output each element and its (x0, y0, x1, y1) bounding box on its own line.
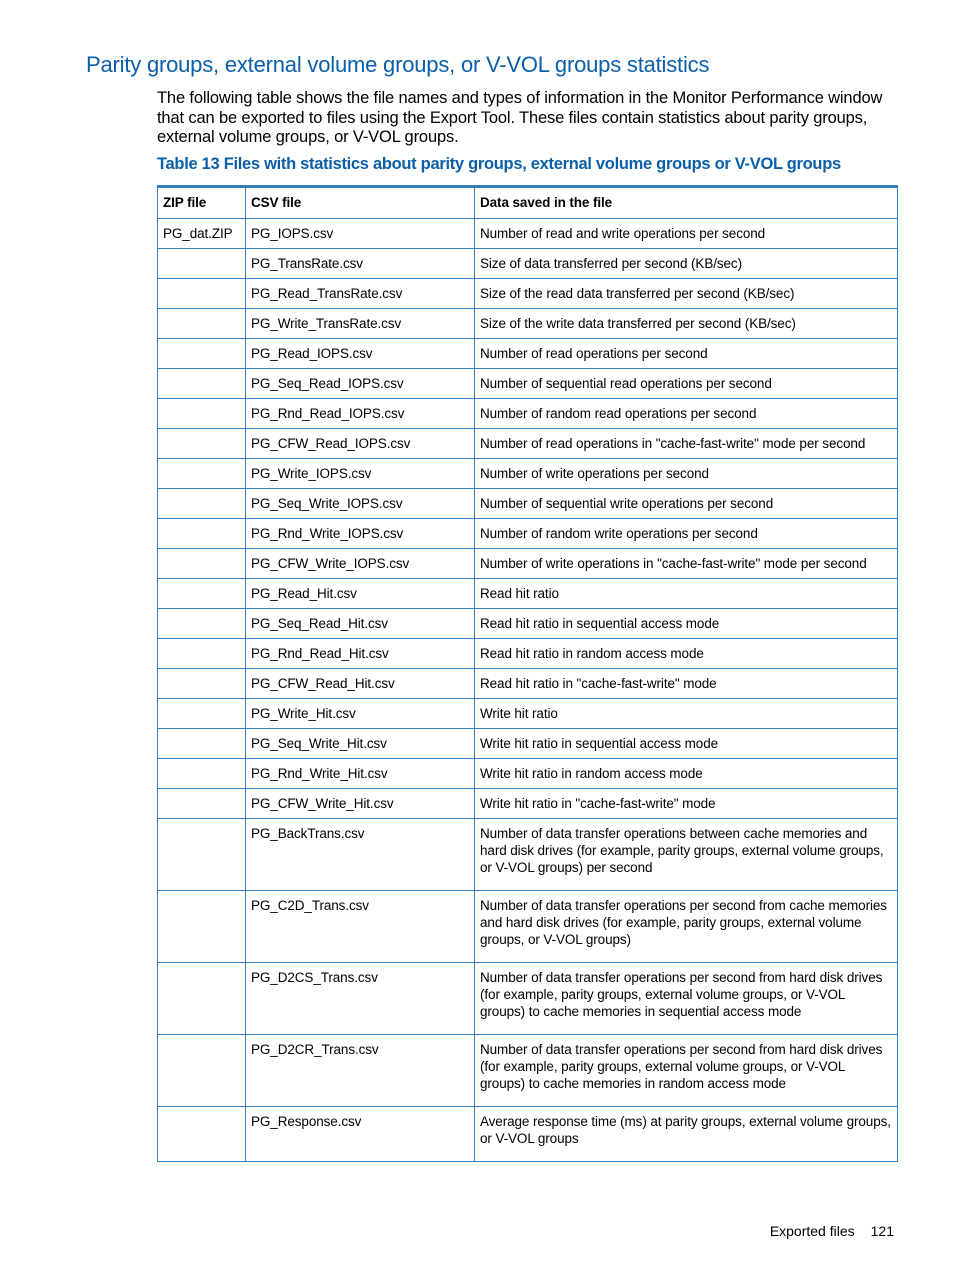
cell-zip-file (158, 579, 246, 609)
cell-zip-file (158, 609, 246, 639)
table-caption: Table 13 Files with statistics about parity groups, external volume groups or V-VOL groups (157, 155, 841, 173)
cell-csv-file: PG_Seq_Read_Hit.csv (246, 609, 475, 639)
cell-csv-file: PG_BackTrans.csv (246, 819, 475, 891)
table-row (158, 459, 898, 489)
cell-data-saved: Number of write operations per second (475, 459, 898, 489)
table-row (158, 279, 898, 309)
cell-data-saved: Number of data transfer operations between cache memories and hard disk drives (for example, parity groups, external volume groups, or V-VOL groups) per second (475, 819, 898, 891)
header-data-saved: Data saved in the file (475, 187, 898, 219)
table-row (158, 429, 898, 459)
cell-data-saved: Number of random read operations per second (475, 399, 898, 429)
cell-csv-file: PG_Seq_Read_IOPS.csv (246, 369, 475, 399)
cell-data-saved: Number of sequential write operations per second (475, 489, 898, 519)
cell-zip-file (158, 339, 246, 369)
cell-csv-file: PG_C2D_Trans.csv (246, 891, 475, 963)
table-row (158, 369, 898, 399)
cell-data-saved: Number of read operations per second (475, 339, 898, 369)
cell-csv-file: PG_CFW_Read_IOPS.csv (246, 429, 475, 459)
cell-csv-file: PG_Rnd_Write_IOPS.csv (246, 519, 475, 549)
cell-zip-file (158, 489, 246, 519)
header-row (158, 187, 898, 219)
cell-data-saved: Read hit ratio in "cache-fast-write" mode (475, 669, 898, 699)
page-footer (770, 1223, 894, 1239)
cell-csv-file: PG_Rnd_Write_Hit.csv (246, 759, 475, 789)
cell-data-saved: Number of data transfer operations per second from hard disk drives (for example, parity groups, external volume groups, or V-VOL groups) to cache memories in random access mode (475, 1035, 898, 1107)
header-csv-file: CSV file (246, 187, 475, 219)
cell-csv-file: PG_CFW_Write_Hit.csv (246, 789, 475, 819)
table-row (158, 639, 898, 669)
page-number: 121 (870, 1223, 894, 1239)
cell-csv-file: PG_IOPS.csv (246, 219, 475, 249)
cell-data-saved: Read hit ratio in sequential access mode (475, 609, 898, 639)
table-row (158, 579, 898, 609)
table-row (158, 963, 898, 1035)
cell-data-saved: Read hit ratio (475, 579, 898, 609)
cell-data-saved: Write hit ratio (475, 699, 898, 729)
cell-zip-file (158, 369, 246, 399)
cell-zip-file (158, 459, 246, 489)
cell-zip-file (158, 699, 246, 729)
table-row (158, 489, 898, 519)
cell-zip-file (158, 279, 246, 309)
table-row (158, 399, 898, 429)
table-row (158, 1107, 898, 1162)
cell-zip-file (158, 309, 246, 339)
cell-data-saved: Average response time (ms) at parity groups, external volume groups, or V-VOL groups (475, 1107, 898, 1162)
table-row (158, 669, 898, 699)
table-row (158, 729, 898, 759)
cell-zip-file (158, 759, 246, 789)
cell-csv-file: PG_Seq_Write_IOPS.csv (246, 489, 475, 519)
table-row (158, 699, 898, 729)
cell-zip-file (158, 1107, 246, 1162)
cell-data-saved: Write hit ratio in sequential access mode (475, 729, 898, 759)
cell-csv-file: PG_Read_TransRate.csv (246, 279, 475, 309)
section-heading: Parity groups, external volume groups, or V-VOL groups statistics (86, 52, 710, 77)
cell-zip-file (158, 429, 246, 459)
table-row (158, 249, 898, 279)
cell-data-saved: Number of read and write operations per second (475, 219, 898, 249)
cell-data-saved: Size of data transferred per second (KB/sec) (475, 249, 898, 279)
cell-zip-file: PG_dat.ZIP (158, 219, 246, 249)
cell-zip-file (158, 891, 246, 963)
cell-data-saved: Number of sequential read operations per second (475, 369, 898, 399)
table-row (158, 891, 898, 963)
header-zip-file: ZIP file (158, 187, 246, 219)
cell-csv-file: PG_Read_Hit.csv (246, 579, 475, 609)
cell-zip-file (158, 639, 246, 669)
cell-csv-file: PG_Rnd_Read_Hit.csv (246, 639, 475, 669)
cell-data-saved: Write hit ratio in "cache-fast-write" mode (475, 789, 898, 819)
cell-zip-file (158, 729, 246, 759)
table-row (158, 339, 898, 369)
cell-data-saved: Number of write operations in "cache-fast-write" mode per second (475, 549, 898, 579)
cell-csv-file: PG_Rnd_Read_IOPS.csv (246, 399, 475, 429)
cell-zip-file (158, 669, 246, 699)
cell-csv-file: PG_TransRate.csv (246, 249, 475, 279)
cell-csv-file: PG_D2CS_Trans.csv (246, 963, 475, 1035)
table-row (158, 519, 898, 549)
cell-csv-file: PG_Response.csv (246, 1107, 475, 1162)
cell-zip-file (158, 1035, 246, 1107)
cell-csv-file: PG_Write_IOPS.csv (246, 459, 475, 489)
table-row (158, 549, 898, 579)
table-row (158, 759, 898, 789)
cell-zip-file (158, 519, 246, 549)
cell-csv-file: PG_D2CR_Trans.csv (246, 1035, 475, 1107)
cell-data-saved: Number of read operations in "cache-fast-write" mode per second (475, 429, 898, 459)
cell-csv-file: PG_Write_TransRate.csv (246, 309, 475, 339)
cell-csv-file: PG_CFW_Write_IOPS.csv (246, 549, 475, 579)
cell-zip-file (158, 399, 246, 429)
footer-section-title: Exported files (769, 1223, 855, 1239)
cell-data-saved: Read hit ratio in random access mode (475, 639, 898, 669)
cell-data-saved: Number of data transfer operations per second from cache memories and hard disk drives (for example, parity groups, external volume groups, or V-VOL groups) (475, 891, 898, 963)
table-row (158, 309, 898, 339)
cell-data-saved: Size of the read data transferred per second (KB/sec) (475, 279, 898, 309)
cell-zip-file (158, 789, 246, 819)
table-row (158, 609, 898, 639)
cell-csv-file: PG_CFW_Read_Hit.csv (246, 669, 475, 699)
cell-csv-file: PG_Write_Hit.csv (246, 699, 475, 729)
cell-zip-file (158, 963, 246, 1035)
files-table (157, 185, 898, 1162)
table-row (158, 1035, 898, 1107)
cell-data-saved: Number of data transfer operations per second from hard disk drives (for example, parity groups, external volume groups, or V-VOL groups) to cache memories in sequential access mode (475, 963, 898, 1035)
intro-paragraph: The following table shows the file names and types of information in the Monitor Performance window that can be exported to files using the Export Tool. These files contain statistics about parity groups, external volume groups, or V-VOL groups. (157, 89, 883, 146)
table-row (158, 219, 898, 249)
table-row (158, 789, 898, 819)
table-body (158, 219, 898, 1162)
cell-data-saved: Write hit ratio in random access mode (475, 759, 898, 789)
cell-zip-file (158, 819, 246, 891)
cell-zip-file (158, 549, 246, 579)
table-header (158, 187, 898, 219)
cell-data-saved: Number of random write operations per second (475, 519, 898, 549)
cell-zip-file (158, 249, 246, 279)
cell-data-saved: Size of the write data transferred per second (KB/sec) (475, 309, 898, 339)
cell-csv-file: PG_Seq_Write_Hit.csv (246, 729, 475, 759)
table-row (158, 819, 898, 891)
cell-csv-file: PG_Read_IOPS.csv (246, 339, 475, 369)
